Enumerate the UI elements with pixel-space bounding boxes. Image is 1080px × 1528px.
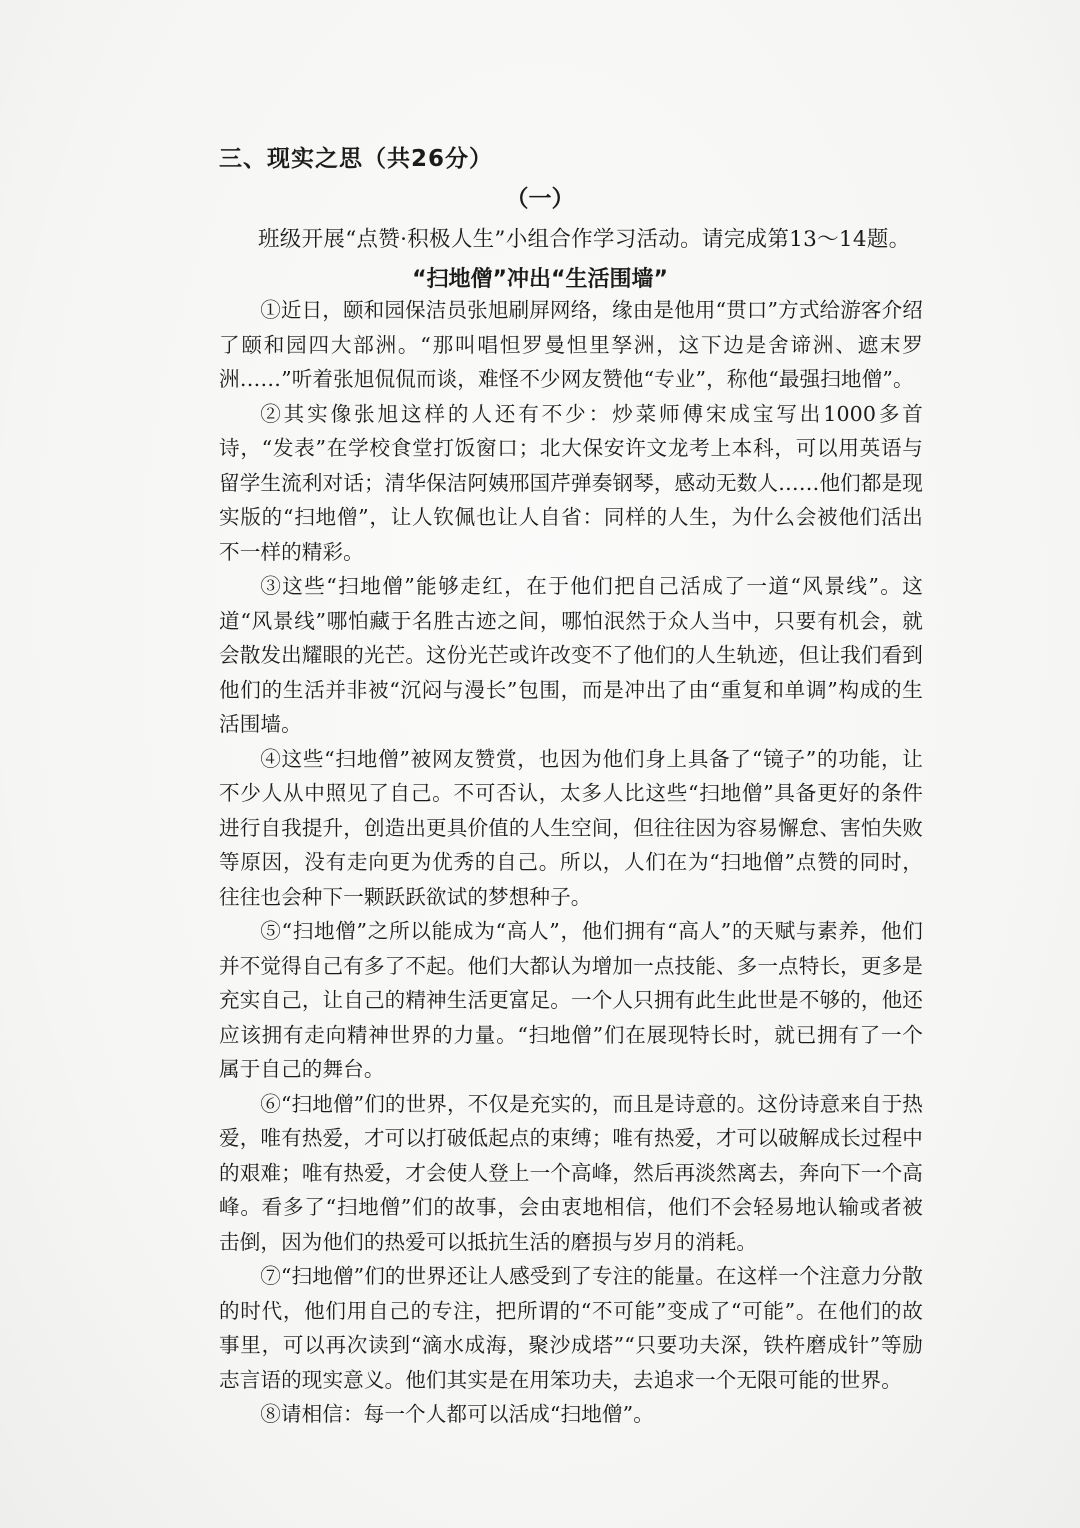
section-heading: 三、现实之思（共26分） bbox=[219, 146, 494, 172]
paragraph-6: ⑥“扫地僧”们的世界，不仅是充实的，而且是诗意的。这份诗意来自于热爱，唯有热爱，才可以打破低起点的束缚；唯有热爱，才可以破解成长过程中的艰难；唯有热爱，才会使人登上一个高峰，然后再淡然离去，奔向下一个高峰。看多了“扫地僧”们的故事，会由衷地相信，他们不会轻易地认输或者被击倒，因为他们的热爱可以抵抗生活的磨损与岁月的消耗。 bbox=[219, 1091, 923, 1254]
paragraph-1: ①近日，颐和园保洁员张旭刷屏网络，缘由是他用“贯口”方式给游客介绍了颐和园四大部洲。“那叫唱怛罗曼怛里孥洲，这下边是舍谛洲、遮末罗洲……”听着张旭侃侃而谈，难怪不少网友赞他“专业”，称他“最强扫地僧”。 bbox=[219, 298, 923, 391]
paragraph-8: ⑧请相信：每一个人都可以活成“扫地僧”。 bbox=[260, 1402, 654, 1426]
paragraph-4: ④这些“扫地僧”被网友赞赏，也因为他们身上具备了“镜子”的功能，让不少人从中照见了自己。不可否认，太多人比这些“扫地僧”具备更好的条件进行自我提升，创造出更具价值的人生空间，但往往因为容易懈怠、害怕失败等原因，没有走向更为优秀的自己。所以，人们在为“扫地僧”点赞的同时，往往也会种下一颗跃跃欲试的梦想种子。 bbox=[219, 746, 923, 909]
paragraph-5: ⑤“扫地僧”之所以能成为“高人”，他们拥有“高人”的天赋与素养，他们并不觉得自己有多了不起。他们大都认为增加一点技能、多一点特长，更多是充实自己，让自己的精神生活更富足。一个人只拥有此生此世是不够的，他还应该拥有走向精神世界的力量。“扫地僧”们在展现特长时，就已拥有了一个属于自己的舞台。 bbox=[219, 919, 923, 1081]
paragraph-7: ⑦“扫地僧”们的世界还让人感受到了专注的能量。在这样一个注意力分散的时代，他们用自己的专注，把所谓的“不可能”变成了“可能”。在他们的故事里，可以再次读到“滴水成海，聚沙成塔”“只要功夫深，铁杵磨成针”等励志言语的现实意义。他们其实是在用笨功夫，去追求一个无限可能的世界。 bbox=[219, 1264, 923, 1392]
article-title: “扫地僧”冲出“生活围墙” bbox=[412, 267, 668, 292]
article-body bbox=[219, 293, 923, 1432]
paragraph-2: ②其实像张旭这样的人还有不少：炒菜师傅宋成宝写出1000多首诗，“发表”在学校食堂打饭窗口；北大保安许文龙考上本科，可以用英语与留学生流利对话；清华保洁阿姨邢国芹弹奏钢琴，感动无数人……他们都是现实版的“扫地僧”，让人钦佩也让人自省：同样的人生，为什么会被他们活出不一样的精彩。 bbox=[219, 401, 923, 564]
activity-instructions: 班级开展“点赞·积极人生”小组合作学习活动。请完成第13～14题。 bbox=[258, 227, 911, 252]
part-label: （一） bbox=[505, 186, 575, 212]
paragraph-3: ③这些“扫地僧”能够走红，在于他们把自己活成了一道“风景线”。这道“风景线”哪怕藏于名胜古迹之间，哪怕泯然于众人当中，只要有机会，就会散发出耀眼的光芒。这份光芒或许改变不了他们的人生轨迹，但让我们看到他们的生活并非被“沉闷与漫长”包围，而是冲出了由“重复和单调”构成的生活围墙。 bbox=[219, 574, 923, 736]
